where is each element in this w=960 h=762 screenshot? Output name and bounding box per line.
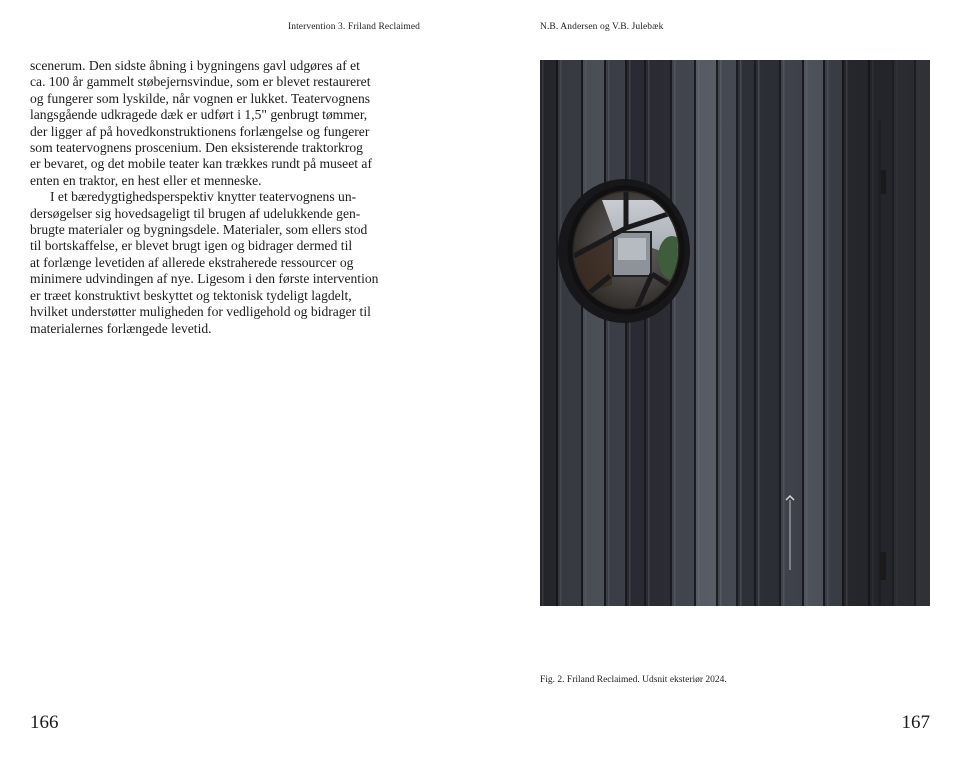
- facade-photo-image: [540, 60, 930, 606]
- running-head-left: Intervention 3. Friland Reclaimed: [287, 22, 420, 32]
- text-line: til bortskaffelse, er blevet brugt igen og bidrager dermed til: [30, 238, 353, 254]
- body-text: [30, 58, 422, 337]
- running-head-right: N.B. Andersen og V.B. Julebæk: [540, 22, 664, 32]
- text-line: dersøgelser sig hovedsageligt til brugen af udelukkende gen-: [30, 205, 361, 221]
- text-line: ca. 100 år gammelt støbejernsvindue, som er blevet restaureret: [30, 74, 371, 90]
- text-line: som teatervognens proscenium. Den eksisterende traktorkrog: [30, 140, 363, 156]
- text-line: scenerum. Den sidste åbning i bygningens gavl udgøres af et: [30, 58, 360, 73]
- text-line: hvilket understøtter muligheden for vedligehold og bidrager til: [30, 304, 371, 320]
- round-window: [558, 179, 690, 323]
- text-line: at forlænge levetiden af allerede ekstraherede ressourcer og: [30, 254, 354, 270]
- text-line: og fungerer som lyskilde, når vognen er lukket. Teatervognens: [30, 90, 371, 106]
- page-number-left: 166: [30, 712, 59, 733]
- page-number-right: 167: [901, 712, 930, 733]
- text-line: materialernes forlængede levetid.: [30, 320, 212, 336]
- text-line: minimere udvindingen af nye. Ligesom i den første intervention: [30, 271, 379, 287]
- text-line: langsgående udkragede dæk er udført i 1,5" genbrugt tømmer,: [30, 107, 368, 123]
- figure-caption: Fig. 2. Friland Reclaimed. Udsnit eksteriør 2024.: [540, 675, 727, 685]
- text-line: er træet konstruktivt beskyttet og tektonisk tydeligt lagdelt,: [30, 287, 352, 303]
- paragraph: [30, 58, 422, 189]
- text-line: I et bæredygtighedsperspektiv knytter teatervognens un-: [50, 189, 357, 205]
- figure-photo: [540, 60, 930, 606]
- paragraph: [30, 189, 422, 337]
- text-line: der ligger af på hovedkonstruktionens forlængelse og fungerer: [30, 123, 370, 139]
- text-line: enten en traktor, en hest eller et menneske.: [30, 172, 262, 188]
- text-line: er bevaret, og det mobile teater kan trækkes rundt på museet af: [30, 156, 372, 172]
- text-line: brugte materialer og bygningsdele. Materialer, som ellers stod: [30, 222, 368, 238]
